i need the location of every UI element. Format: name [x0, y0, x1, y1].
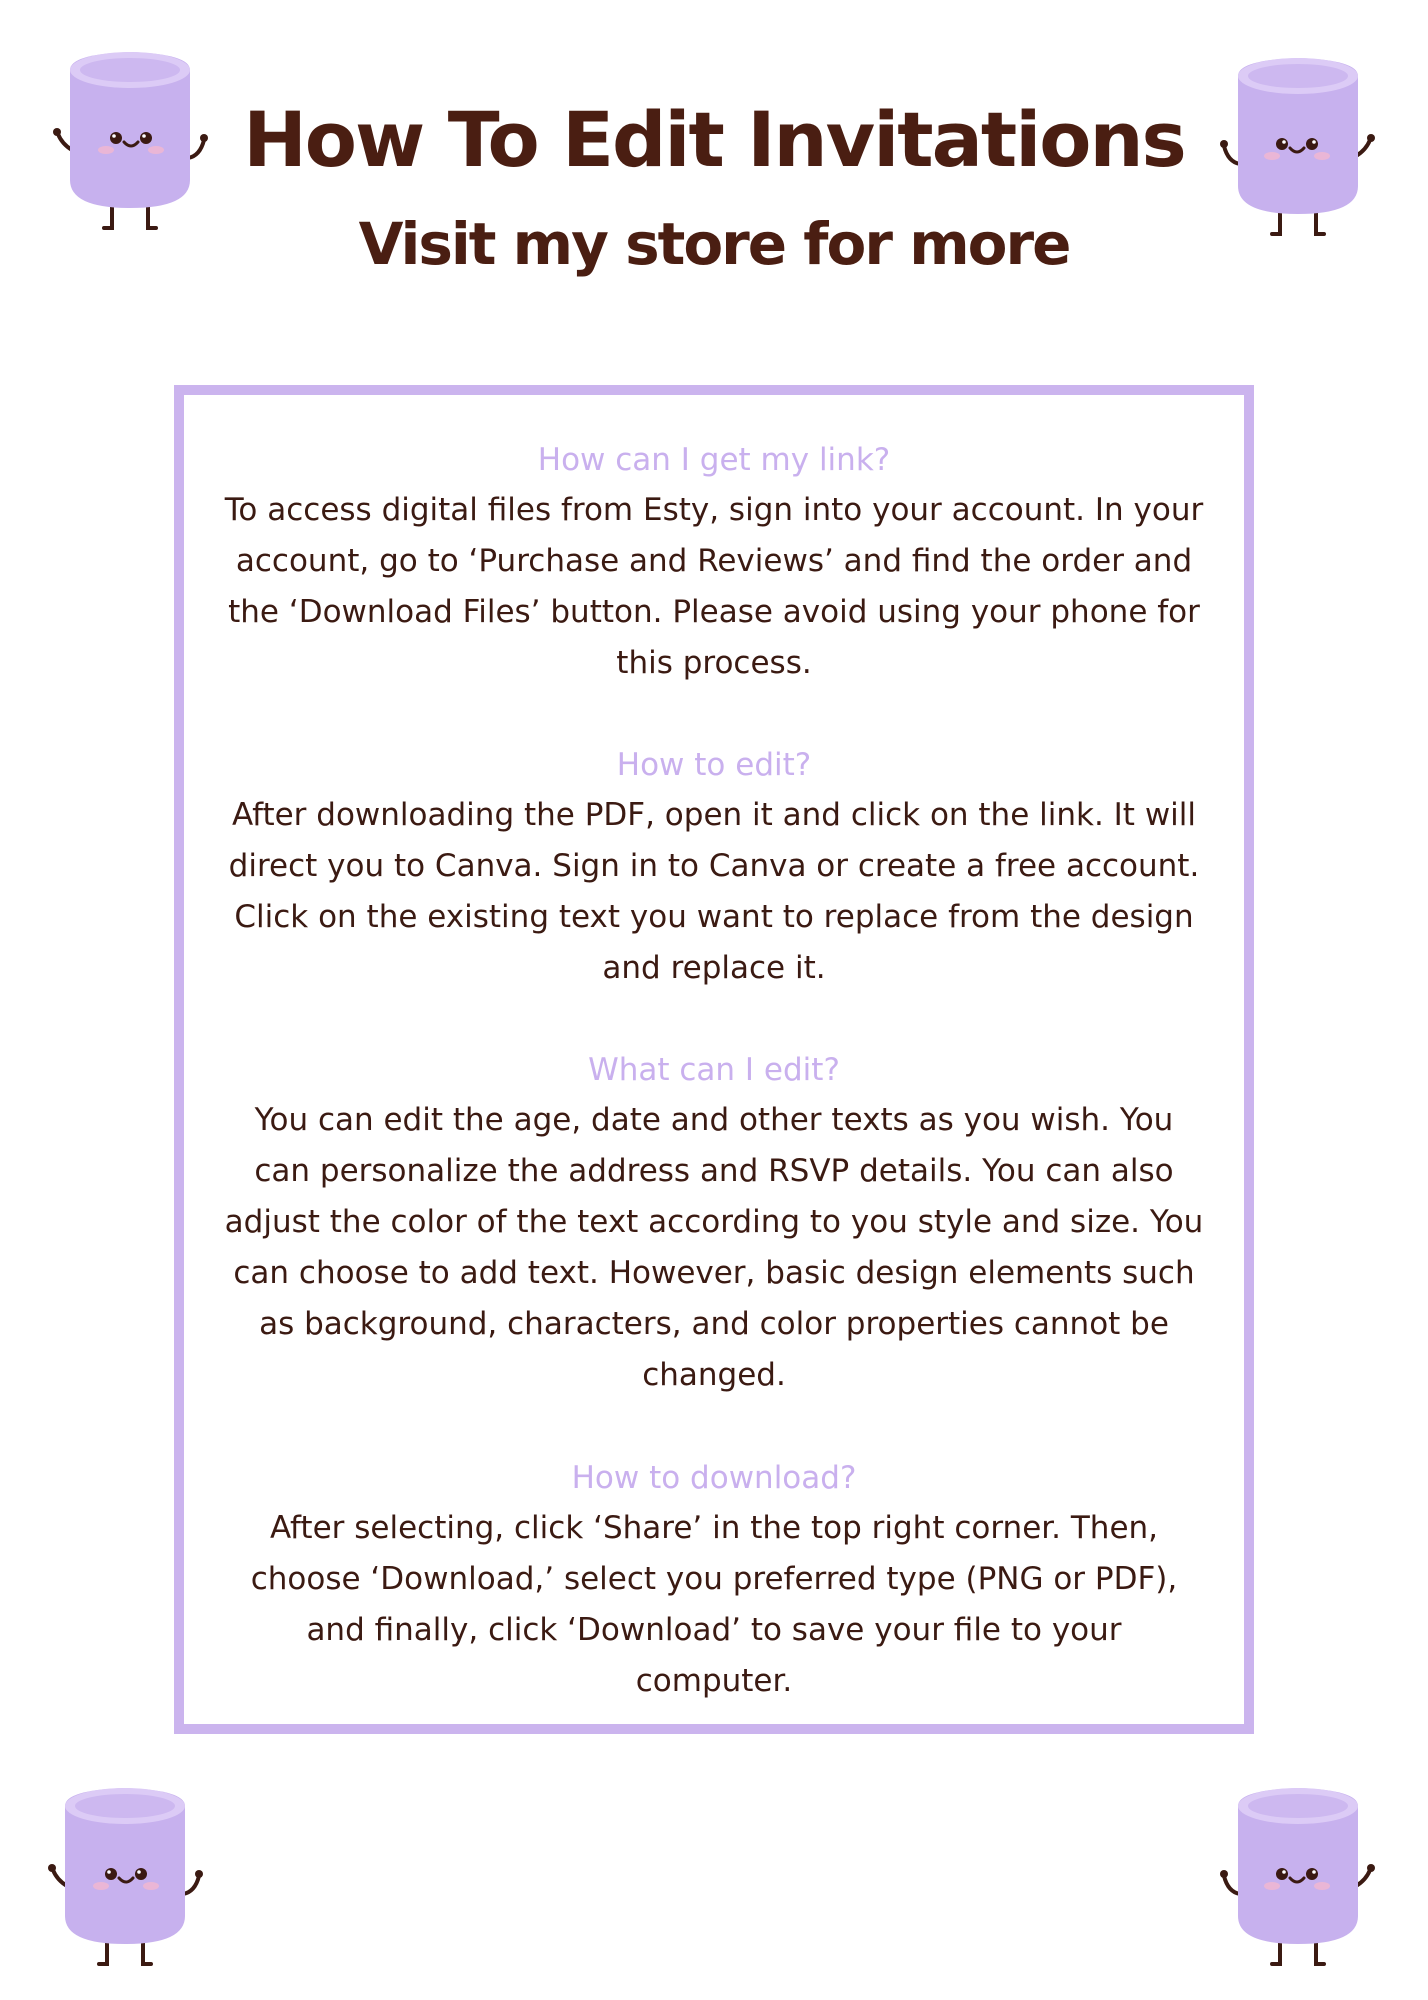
section-body: After downloading the PDF, open it and click on the link. It will direct you to Canva. Sign in to Canva or create a free account. Click on the existing text you want to replace from the design and replace it.: [228, 797, 1200, 986]
section-what-can-edit: [224, 1045, 1204, 1401]
instructions-card: [174, 385, 1254, 1734]
section-heading: How to edit?: [616, 747, 812, 783]
section-how-to-download: [224, 1453, 1204, 1707]
section-body: You can edit the age, date and other texts as you wish. You can personalize the address and RSVP details. You can also adjust the color of the text according to you style and size. You can choose to add text. However, basic design elements such as background, characters, and color properties cannot be changed.: [224, 1102, 1204, 1393]
page-subtitle: Visit my store for more: [358, 210, 1070, 278]
section-how-to-edit: [224, 740, 1204, 994]
section-heading: How can I get my link?: [537, 442, 891, 478]
section-body: After selecting, click ‘Share’ in the top right corner. Then, choose ‘Download,’ select you preferred type (PNG or PDF), and finally, click ‘Download’ to save your file to your computer.: [250, 1510, 1178, 1699]
section-heading: What can I edit?: [588, 1052, 840, 1088]
section-heading: How to download?: [571, 1460, 857, 1496]
page-title: How To Edit Invitations: [243, 95, 1185, 184]
section-get-link: [224, 435, 1204, 689]
section-body: To access digital files from Esty, sign into your account. In your account, go to ‘Purchase and Reviews’ and find the order and the ‘Download Files’ button. Please avoid using your phone for this process.: [224, 492, 1204, 681]
marshmallow-character-icon: [45, 1766, 205, 1986]
marshmallow-character-icon: [1218, 1766, 1378, 1986]
